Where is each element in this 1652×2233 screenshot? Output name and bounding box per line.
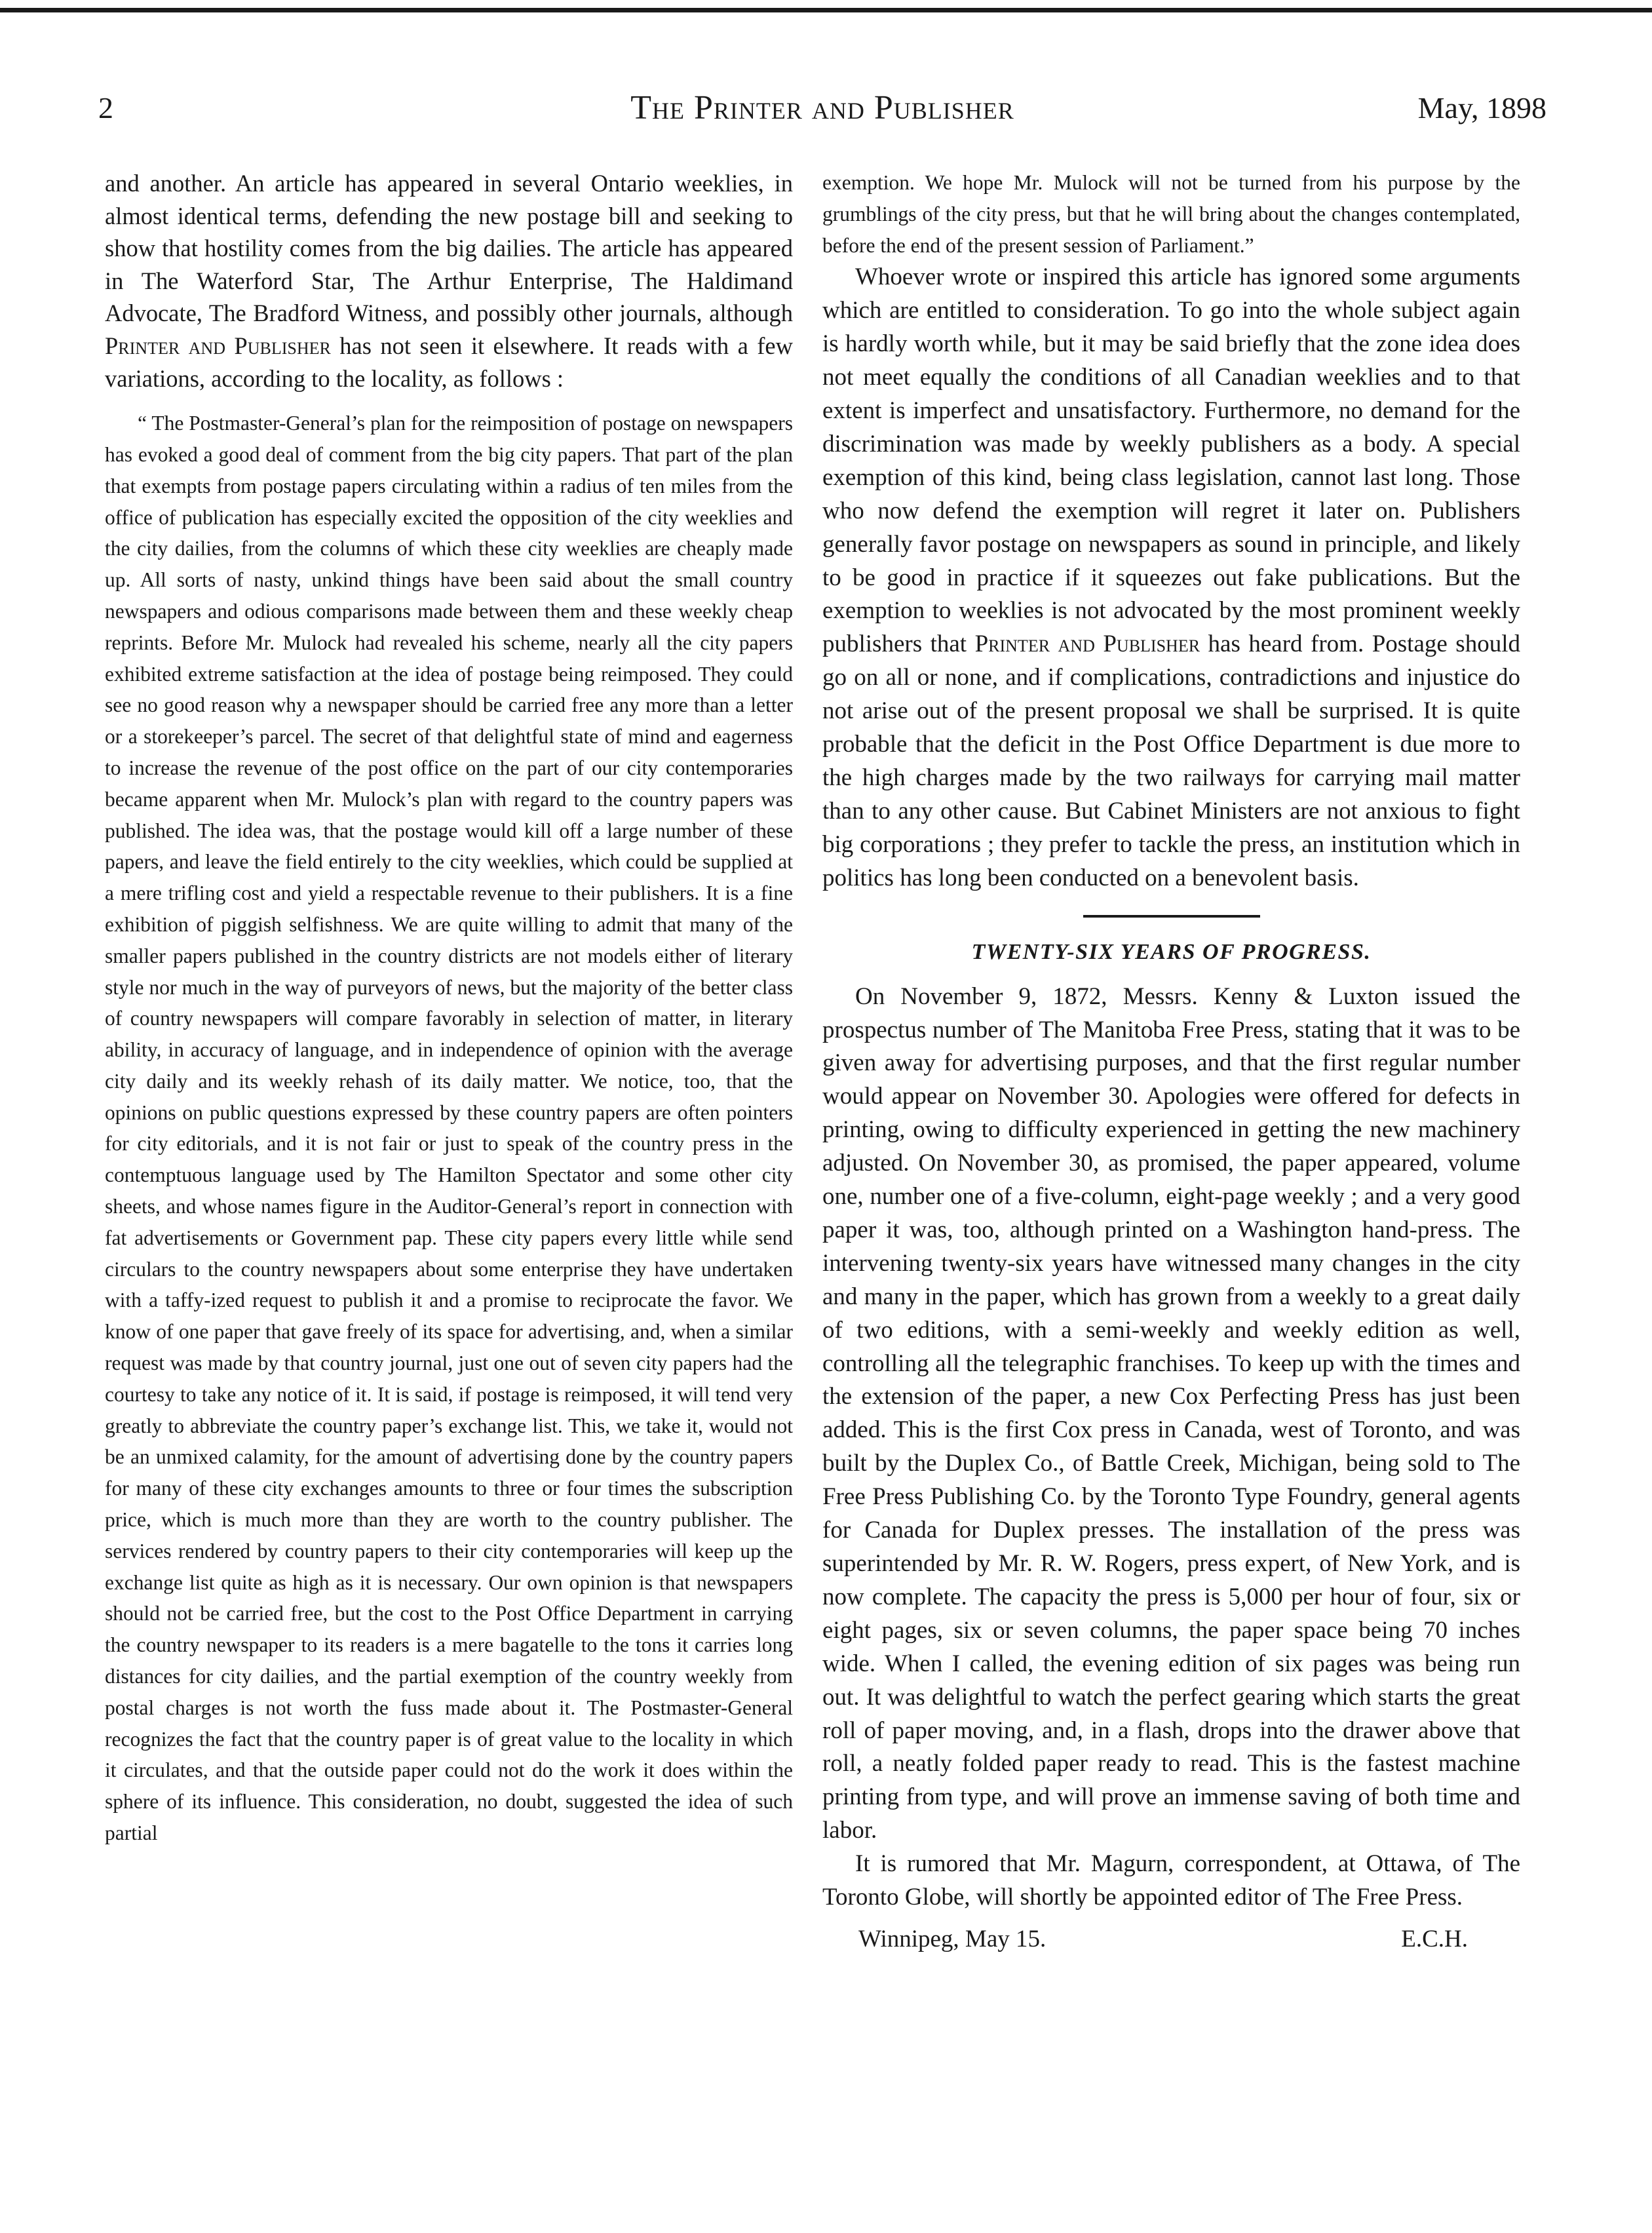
intro-text-part1: and another. An article has appeared in several Ontario weeklies, in almost identical terms, defending the new postage bill and seeking to show that hostility comes from the big dailies. The article has appeared in The Waterford Star, The Arthur Enterprise, The Haldimand Advocate, The Bradford Witness, and possibly other journals, although xyxy=(105,170,793,327)
reply-text-part1: Whoever wrote or inspired this article has ignored some arguments which are entitled to consideration. To go into the whole subject again is hardly worth while, but it may be said briefly that the zone idea does not meet equally the conditions of all Canadian weeklies and to that extent is imperfect and unsatisfactory. Furthermore, no demand for the discrimination was made by weekly publishers as a body. A special exemption of this kind, being class legislation, cannot last long. Those who now defend the exemption will regret it later on. Publishers generally favor postage on newspapers as sound in principle, and likely to be good in practice if it squeezes out fake publications. But the exemption to weeklies is not advocated by the most prominent weekly publishers that xyxy=(822,263,1520,658)
top-rule xyxy=(0,8,1652,12)
issue-date: May, 1898 xyxy=(1417,91,1546,125)
intro-paragraph xyxy=(105,167,793,395)
running-title: The Printer and Publisher xyxy=(630,89,1014,126)
article-paragraph: It is rumored that Mr. Magurn, correspondent, at Ottawa, of The Toronto Globe, will shortly be appointed editor of The Free Press. xyxy=(822,1850,1520,1911)
article-paragraph: On November 9, 1872, Messrs. Kenny & Luxton issued the prospectus number of The Manitoba Free Press, stating that it was to be given away for advertising purposes, and that the first regular number would appear on November 30. Apologies were offered for defects in printing, owing to difficulty experienced in getting the new machinery adjusted. On November 30, as promised, the paper appeared, volume one, number one of a five-column, eight-page weekly ; and a very good paper it was, too, although printed on a Washington hand-press. The intervening twenty-six years have witnessed many changes in the city and many in the paper, which has grown from a weekly to a great daily of two editions, with a semi-weekly and weekly edition as well, controlling all the telegraphic franchises. To keep up with the times and the extension of the paper, a new Cox Perfecting Press has just been added. This is the first Cox press in Canada, west of Toronto, and was built by the Duplex Co., of Battle Creek, Michigan, being sold to The Free Press Publishing Co. by the Toronto Type Foundry, general agents for Canada for Duplex presses. The installation of the press was superintended by Mr. R. W. Rogers, press expert, of New York, and is now complete. The capacity the press is 5,000 per hour of four, six or eight pages, six or seven columns, the paper space being 70 inches wide. When I called, the evening edition of six pages was being run out. It was delightful to watch the perfect gearing which starts the great roll of paper moving, and, in a flash, drops into the drawer above that roll, a neatly folded paper ready to read. This is the fastest machine printing from type, and will prove an immense saving of both time and labor. xyxy=(822,982,1520,1844)
quoted-article-continuation: exemption. We hope Mr. Mulock will not be turned from his purpose by the grumblings of the city press, but that he will bring about the changes contemplated, before the end of the present session of Parliament.” xyxy=(822,171,1520,257)
page-number: 2 xyxy=(98,91,113,125)
publication-name: Printer and Publisher xyxy=(105,332,331,359)
editorial-reply xyxy=(822,261,1520,895)
author-initials: E.C.H. xyxy=(1401,1925,1468,1952)
section-heading: TWENTY-SIX YEARS OF PROGRESS. xyxy=(971,939,1372,964)
signoff xyxy=(822,1920,1520,1959)
publication-name: Printer and Publisher xyxy=(974,631,1201,658)
quoted-article: “ The Postmaster-General’s plan for the reimposition of postage on newspapers has evoked a good deal of comment from the big city papers. That part of the plan that exempts from postage papers circulating within a radius of ten miles from the office of publication has especially excited the opposition of the city weeklies and the city dailies, from the columns of which these city weeklies are cheaply made up. All sorts of nasty, unkind things have been said about the small country newspapers and odious comparisons made between them and these weekly cheap reprints. Before Mr. Mulock had revealed his scheme, nearly all the city papers exhibited extreme satisfaction at the idea of postage being reimposed. They could see no good reason why a newspaper should be carried free any more than a letter or a storekeeper’s parcel. The secret of that delightful state of mind and eagerness to increase the revenue of the post office on the part of our city contemporaries became apparent when Mr. Mulock’s plan with regard to the country papers was published. The idea was, that the postage would kill off a large number of these papers, and leave the field entirely to the city weeklies, which could be supplied at a mere trifling cost and yield a respectable revenue to their publishers. It is a fine exhibition of piggish selfishness. We are quite willing to admit that many of the smaller papers published in the country districts are not models either of literary style nor much in the way of purveyors of news, but the majority of the better class of country newspapers will compare favorably in selection of matter, in literary ability, in accuracy of language, and in independence of opinion with the average city daily and its weekly rehash of its daily matter. We notice, too, that the opinions on public questions expressed by these country papers are often pointers for city editorials, and it is not fair or just to speak of the country press in the contemptuous language used by The Hamilton Spectator and some other city sheets, and whose names figure in the Auditor-General’s report in connection with fat advertisements or Government pap. These city papers every little while send circulars to the country newspapers about some enterprise they have undertaken with a taffy-ized request to publish it and a promise to reciprocate the favor. We know of one paper that gave freely of its space for advertising, and, when a similar request was made by that country journal, just one out of seven city papers had the courtesy to take any notice of it. It is said, if postage is reimposed, it will tend very greatly to abbreviate the country paper’s exchange list. This, we take it, would not be an unmixed calamity, for the amount of advertising done by the country papers for many of these city exchanges amounts to three or four times the subscription price, which is much more than they are worth to the country publisher. The services rendered by country papers to their city contemporaries will keep up the exchange list quite as high as it is necessary. Our own opinion is that newspapers should not be carried free, but the cost to the Post Office Department in carrying the country newspaper to its readers is a mere bagatelle to the tons it carries long distances for city dailies, and the partial exemption of the country weekly from postal charges is not worth the fuss made about it. The Postmaster-General recognizes the fact that the country paper is of great value to the locality in which it circulates, and that the outside paper could not do the work it does within the sphere of its influence. This consideration, no doubt, suggested the idea of such partial xyxy=(105,412,793,1845)
section-divider xyxy=(1083,915,1260,918)
intro-text-part2: has not seen it elsewhere. It reads with a few variations, according to the locality, as follows : xyxy=(105,332,793,392)
dateline: Winnipeg, May 15. xyxy=(858,1925,1047,1952)
right-column xyxy=(822,167,1520,1959)
left-column xyxy=(105,167,793,1849)
reply-text-part2: has heard from. Postage should go on all or none, and if complications, contradictions and injustice do not arise out of the present proposal we shall be surprised. It is quite probable that the deficit in the Post Office Department is due more to the high charges made by the two railways for carrying mail matter than to any other cause. But Cabinet Ministers are not anxious to fight big corporations ; they prefer to tackle the press, an institution which in politics has long been conducted on a benevolent basis. xyxy=(822,631,1520,891)
page-header xyxy=(98,82,1546,134)
